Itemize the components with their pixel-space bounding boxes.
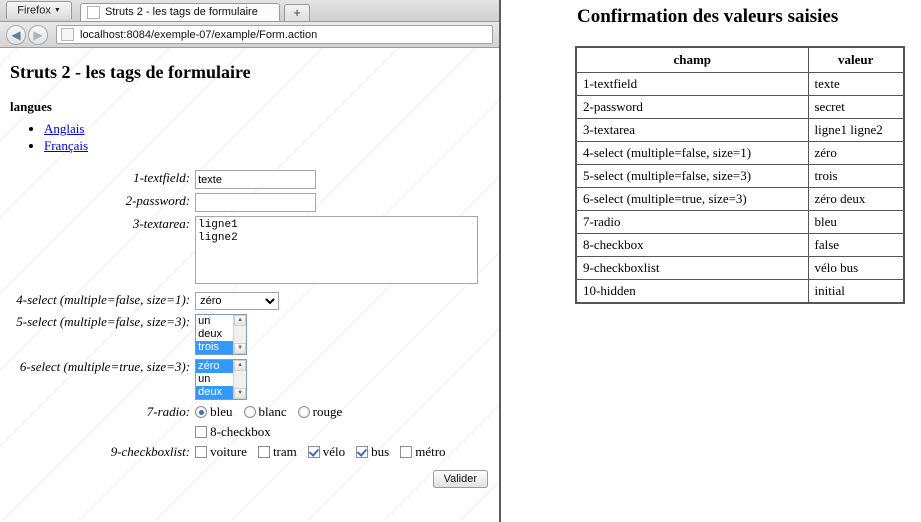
cell-valeur: texte <box>808 73 904 96</box>
table-row <box>576 234 904 257</box>
cell-champ: 3-textarea <box>576 119 808 142</box>
lang-link-francais[interactable]: Français <box>44 138 89 153</box>
radio-label-blanc: blanc <box>258 404 287 419</box>
address-bar[interactable] <box>56 25 493 44</box>
chevron-down-icon: ▼ <box>53 7 61 14</box>
form-row-select1 <box>10 290 488 312</box>
checkboxlist-label-bus: bus <box>371 444 390 459</box>
checkbox-icon[interactable] <box>400 446 412 458</box>
radio-icon[interactable] <box>195 406 207 418</box>
select3-scrollbar[interactable] <box>233 360 246 399</box>
firefox-menu-label: Firefox <box>17 4 51 17</box>
table-row <box>576 188 904 211</box>
checkbox-icon[interactable] <box>356 446 368 458</box>
table-row <box>576 142 904 165</box>
column-header-valeur: valeur <box>808 47 904 73</box>
langs-heading: langues <box>10 99 52 114</box>
select3-option-1[interactable]: zéro <box>196 360 235 373</box>
cell-valeur: bleu <box>808 211 904 234</box>
select1-dropdown[interactable] <box>195 292 279 310</box>
cell-champ: 1-textfield <box>576 73 808 96</box>
browser-tab-bar <box>0 0 499 22</box>
textarea-input[interactable] <box>195 216 478 284</box>
checkboxlist-label-metro: métro <box>415 444 446 459</box>
radio-option-rouge[interactable] <box>298 404 343 420</box>
form-row-textfield <box>10 168 488 191</box>
submit-button[interactable]: Valider <box>433 470 488 488</box>
checkbox-icon[interactable] <box>195 446 207 458</box>
scroll-down-icon[interactable]: ▼ <box>234 343 246 354</box>
table-row <box>576 73 904 96</box>
password-input[interactable] <box>195 193 316 212</box>
select3-listbox[interactable] <box>195 359 247 400</box>
select2-option-2[interactable]: deux <box>198 328 222 340</box>
label-select3: 6-select (multiple=true, size=3): <box>19 359 191 374</box>
cell-valeur: ligne1 ligne2 <box>808 119 904 142</box>
cell-champ: 9-checkboxlist <box>576 257 808 280</box>
cell-valeur: initial <box>808 280 904 304</box>
form-table <box>10 168 488 490</box>
list-item <box>44 138 489 154</box>
table-header-row <box>576 47 904 73</box>
scroll-down-icon[interactable]: ▼ <box>234 388 246 399</box>
language-list <box>10 121 489 154</box>
checkboxlist-label-tram: tram <box>272 444 297 459</box>
label-textfield: 1-textfield: <box>133 170 191 185</box>
checkboxlist-option-voiture[interactable] <box>195 444 247 460</box>
checkbox-icon[interactable] <box>308 446 320 458</box>
cell-valeur: zéro <box>808 142 904 165</box>
cell-champ: 5-select (multiple=false, size=3) <box>576 165 808 188</box>
radio-icon[interactable] <box>244 406 256 418</box>
form-row-select3 <box>10 357 488 402</box>
textfield-input[interactable] <box>195 170 316 189</box>
checkbox-icon[interactable] <box>258 446 270 458</box>
label-select2: 5-select (multiple=false, size=3): <box>16 314 191 329</box>
radio-label-rouge: rouge <box>312 404 343 419</box>
radio-icon[interactable] <box>298 406 310 418</box>
table-row <box>576 119 904 142</box>
cell-champ: 7-radio <box>576 211 808 234</box>
checkbox-option-8[interactable] <box>195 424 271 440</box>
page-title: Struts 2 - les tags de formulaire <box>10 62 251 82</box>
cell-valeur: secret <box>808 96 904 119</box>
cell-valeur: zéro deux <box>808 188 904 211</box>
new-tab-button[interactable]: + <box>284 4 310 21</box>
tab-struts-form[interactable] <box>80 3 280 21</box>
radio-option-blanc[interactable] <box>244 404 287 420</box>
cell-valeur: vélo bus <box>808 257 904 280</box>
checkboxlist-option-tram[interactable] <box>258 444 297 460</box>
tab-strip <box>80 2 310 21</box>
confirmation-pane <box>503 0 921 522</box>
table-row <box>576 96 904 119</box>
select3-option-2[interactable]: un <box>198 373 211 385</box>
cell-champ: 6-select (multiple=true, size=3) <box>576 188 808 211</box>
cell-champ: 10-hidden <box>576 280 808 304</box>
select2-scrollbar[interactable] <box>233 315 246 354</box>
radio-option-bleu[interactable] <box>195 404 232 420</box>
label-textarea: 3-textarea: <box>132 216 191 231</box>
form-row-radio <box>10 402 488 422</box>
table-row <box>576 165 904 188</box>
checkboxlist-label-velo: vélo <box>322 444 346 459</box>
select2-option-3[interactable]: trois <box>196 341 235 354</box>
checkboxlist-option-metro[interactable] <box>400 444 445 460</box>
radio-group <box>195 404 488 420</box>
select2-option-1[interactable]: un <box>198 315 211 327</box>
table-row <box>576 211 904 234</box>
forward-button-icon[interactable]: ▶ <box>28 25 48 45</box>
form-row-checkbox <box>10 422 488 442</box>
table-row <box>576 257 904 280</box>
lang-link-anglais[interactable]: Anglais <box>44 121 85 136</box>
checkboxlist-group <box>195 444 488 460</box>
checkbox-group <box>195 424 488 440</box>
label-select1: 4-select (multiple=false, size=1): <box>16 292 191 307</box>
checkboxlist-option-bus[interactable] <box>356 444 389 460</box>
form-row-checkboxlist <box>10 442 488 462</box>
select3-option-3[interactable]: deux <box>196 386 235 399</box>
form-row-submit <box>10 462 488 490</box>
list-item <box>44 121 489 137</box>
cell-champ: 8-checkbox <box>576 234 808 257</box>
navigation-toolbar <box>0 22 499 48</box>
firefox-menu-button[interactable] <box>6 1 72 19</box>
site-identity-icon <box>61 28 74 41</box>
checkbox-icon[interactable] <box>195 426 207 438</box>
cell-valeur: false <box>808 234 904 257</box>
tab-label: Struts 2 - les tags de formulaire <box>105 6 258 18</box>
cell-valeur: trois <box>808 165 904 188</box>
checkbox-label: 8-checkbox <box>210 424 271 439</box>
cell-champ: 2-password <box>576 96 808 119</box>
column-header-champ: champ <box>576 47 808 73</box>
address-bar-text: localhost:8084/exemple-07/example/Form.action <box>80 28 318 41</box>
page-favicon-icon <box>87 6 100 19</box>
confirmation-title: Confirmation des valeurs saisies <box>577 6 839 27</box>
form-row-textarea <box>10 214 488 290</box>
page-content <box>0 48 499 520</box>
confirmation-table <box>575 46 905 304</box>
scroll-up-icon[interactable]: ▲ <box>234 360 246 371</box>
scroll-up-icon[interactable]: ▲ <box>234 315 246 326</box>
back-button-icon[interactable]: ◀ <box>6 25 26 45</box>
checkboxlist-option-velo[interactable] <box>308 444 345 460</box>
form-row-password <box>10 191 488 214</box>
cell-champ: 4-select (multiple=false, size=1) <box>576 142 808 165</box>
label-password: 2-password: <box>125 193 191 208</box>
radio-label-bleu: bleu <box>210 404 233 419</box>
label-checkboxlist: 9-checkboxlist: <box>110 444 191 459</box>
checkboxlist-label-voiture: voiture <box>210 444 247 459</box>
label-radio: 7-radio: <box>146 404 191 419</box>
select2-listbox[interactable] <box>195 314 247 355</box>
form-row-select2 <box>10 312 488 357</box>
table-row <box>576 280 904 304</box>
